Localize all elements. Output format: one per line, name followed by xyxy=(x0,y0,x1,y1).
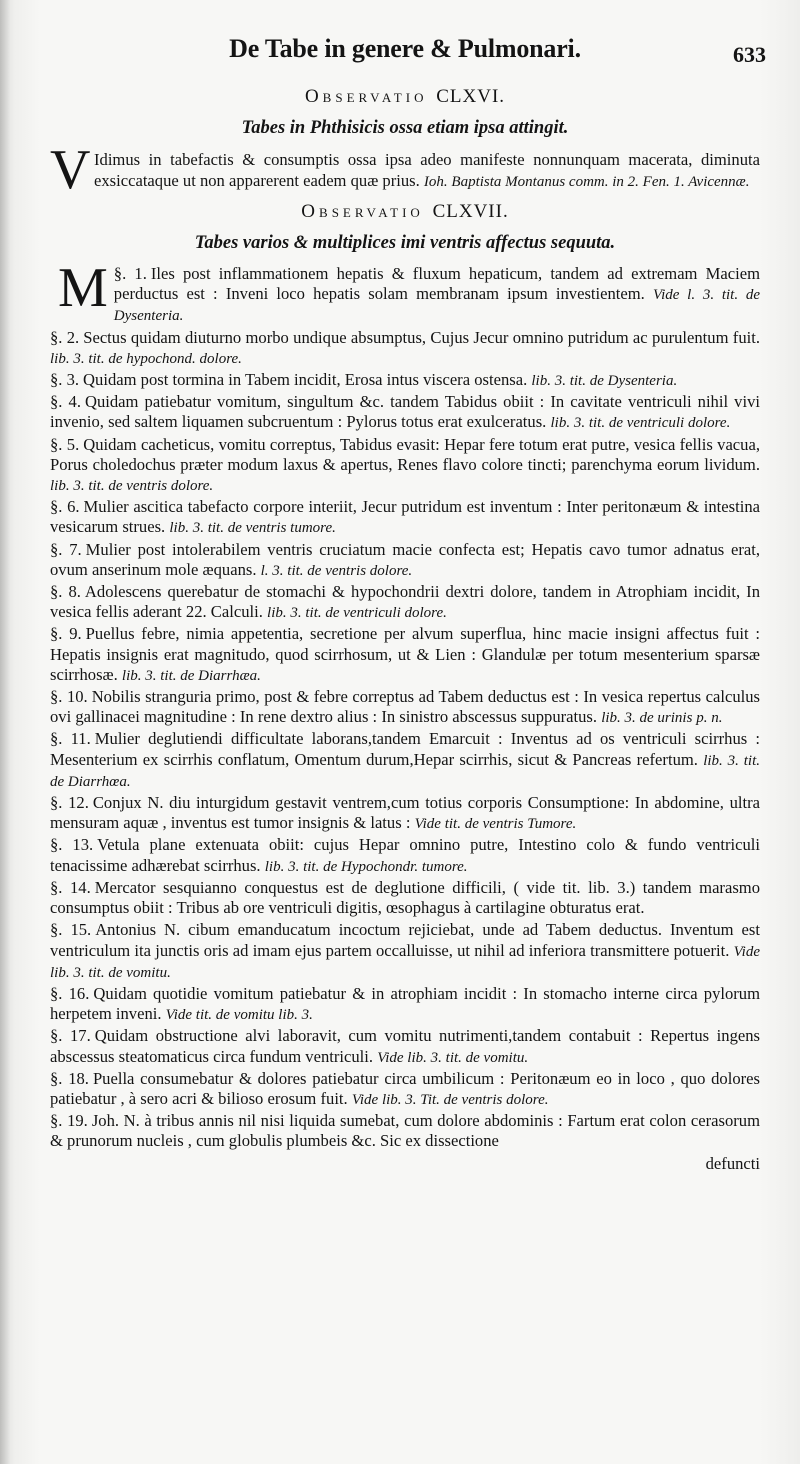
section-reference: lib. 3. de urinis p. n. xyxy=(601,710,723,727)
section-mark: §. 7. xyxy=(50,539,82,559)
observation-subtitle-167: Tabes varios & multiplices imi ventris affectus sequuta. xyxy=(194,233,616,253)
section-text: Joh. N. à tribus annis nil nisi liquida sumebat, cum dolore abdominis : Fartum erat colon cerasorum & prunorum nucleis , cum globulis plumbeis &c. Sic ex dissectione xyxy=(50,1111,760,1151)
section-reference: l. 3. tit. de ventris dolore. xyxy=(260,562,413,579)
section-reference: Vide lib. 3. Tit. de ventris dolore. xyxy=(351,1091,549,1108)
section-mark: §. 2. xyxy=(50,327,80,347)
running-title: De Tabe in genere & Pulmonari. xyxy=(229,34,581,63)
section-mark: §. 16. xyxy=(50,983,90,1003)
section-text: Antonius N. cibum emanducatum incoctum rejiciebat, unde ad Tabem deductus. Inventum est ventriculum ita junctis oris ad imam ejus partem occalluisse, ut nihil ad inferiora transmittere potuerit. xyxy=(50,920,760,960)
observation-body: Idimus in tabefactis & consumptis ossa ipsa adeo manifeste nonnunquam macerata, diminuta exsiccataque ut non apparerent eadem quæ prius. xyxy=(94,150,760,190)
section-mark: §. 10. xyxy=(50,687,88,707)
section-reference: lib. 3. tit. de Dysenteria. xyxy=(531,373,678,390)
observation-subtitle-166: Tabes in Phthisicis ossa etiam ipsa attingit. xyxy=(241,118,569,138)
catchword: defuncti xyxy=(705,1153,760,1173)
observation-number: CLXVII. xyxy=(432,201,509,222)
section-8 xyxy=(50,582,760,623)
section-mark: §. 13. xyxy=(50,835,94,855)
section-reference: lib. 3. tit. de hypochond. dolore. xyxy=(50,350,242,367)
section-15 xyxy=(50,920,760,983)
section-mark: §. 18. xyxy=(50,1068,89,1088)
drop-cap: V xyxy=(50,139,91,201)
section-19 xyxy=(50,1111,760,1152)
section-text: Mulier ascitica tabefacto corpore interiit, Jecur putridum est inventum : Inter peritonæum & intestina vesicarum strues. xyxy=(50,497,760,537)
section-mark: §. 9. xyxy=(50,624,82,644)
section-mark: §. 8. xyxy=(50,582,81,602)
page-number: 633 xyxy=(733,42,766,67)
section-mark: §. 14. xyxy=(50,877,91,897)
section-text: Adolescens querebatur de stomachi & hypochondrii dextri dolore, tandem in Atrophiam incidit, In vesica fellis aderant 22. Calculi. xyxy=(50,582,760,622)
section-reference: lib. 3. tit. de ventris tumore. xyxy=(169,520,336,537)
section-mark: §. 11. xyxy=(50,729,91,749)
section-text: Quidam obstructione alvi laboravit, cum vomitu nutrimenti,tandem contabuit : Repertus ingens abscessus steatomaticus circa fundum ventriculi. xyxy=(50,1026,760,1066)
observation-number: CLXVI. xyxy=(436,86,506,107)
observation-label: Observatio xyxy=(301,201,424,222)
drop-cap: M xyxy=(58,257,108,319)
section-mark: §. 6. xyxy=(50,497,80,517)
section-text: Iles post inflammationem hepatis & fluxum hepaticum, tandem ad extremam Maciem perductus est : Inveni loco hepatis solam membranam ipsum investientem. xyxy=(113,264,760,304)
section-reference: Vide tit. de vomitu lib. 3. xyxy=(165,1007,313,1024)
gutter-shadow xyxy=(0,0,10,1464)
section-reference: lib. 3. tit. de Diarrhœa. xyxy=(50,752,760,790)
section-text: Mulier post intolerabilem ventris cruciatum macie confecta est; Hepatis cavo tumor adnatus erat, ovum anserinum mole æquans. xyxy=(50,539,760,579)
section-reference: Vide lib. 3. tit. de vomitu. xyxy=(377,1049,529,1066)
section-text: Quidam patiebatur vomitum, singultum &c. tandem Tabidus obiit : In cavitate ventriculi nihil vivi invenio, sed saltem liquamen subcruentum : Pylorus totus erat exulceratus. xyxy=(50,392,760,432)
observation-heading-167 xyxy=(50,201,760,223)
section-2 xyxy=(50,328,760,369)
section-11 xyxy=(50,729,760,792)
section-mark: §. 3. xyxy=(50,370,80,390)
section-mark: §. 15. xyxy=(50,920,92,940)
section-mark: §. 5. xyxy=(50,434,80,454)
observation-text-166 xyxy=(50,139,760,201)
section-5 xyxy=(50,435,760,497)
section-7 xyxy=(50,540,760,581)
observation-label: Observatio xyxy=(304,86,428,107)
section-mark: §. 1. xyxy=(113,264,147,283)
section-text: Quidam cacheticus, vomitu correptus, Tabidus evasit: Hepar fere totum erat putre, vesica fellis vacua, Porus choledochus præter modum laxus & apertus, Renes flavo colore tincti; parenchyma eorum lividum. xyxy=(50,434,760,474)
observation-heading-166 xyxy=(50,86,760,108)
section-mark: §. 12. xyxy=(50,793,89,813)
section-mark: §. 19. xyxy=(50,1111,88,1131)
section-reference: lib. 3. tit. de ventriculi dolore. xyxy=(267,605,447,622)
section-9 xyxy=(50,624,760,686)
section-17 xyxy=(50,1026,760,1067)
section-reference: Vide lib. 3. tit. de vomitu. xyxy=(50,943,760,981)
reference: Ioh. Baptista Montanus comm. in 2. Fen. 1. Avicennæ. xyxy=(423,174,750,190)
section-13 xyxy=(50,835,760,876)
section-4 xyxy=(50,392,760,433)
section-text: Conjux N. diu inturgidum gestavit ventrem,cum totius corporis Consumptione: In abdomine, ultra mensuram aquæ , inventus est tumor insignis & latus : xyxy=(50,793,760,833)
section-text: Quidam post tormina in Tabem incidit, Erosa intus viscera ostensa. xyxy=(83,370,528,390)
section-reference: lib. 3. tit. de ventris dolore. xyxy=(50,478,214,495)
section-3 xyxy=(50,370,760,391)
section-text: Quidam quotidie vomitum patiebatur & in atrophiam incidit : In stomacho interne circa pylorum herpetem inveni. xyxy=(50,983,761,1024)
section-6 xyxy=(50,497,760,538)
section-10 xyxy=(50,687,760,728)
section-text: Puella consumebatur & dolores patiebatur circa umbilicum : Peritonæum eo in loco , quo dolores patiebatur , à sero acri & bilioso erosum fuit. xyxy=(50,1068,760,1108)
section-1 xyxy=(50,257,761,327)
section-reference: Vide l. 3. tit. de Dysenteria. xyxy=(113,287,761,325)
section-list xyxy=(50,257,761,1174)
section-reference: Vide tit. de ventris Tumore. xyxy=(414,816,577,833)
section-mark: §. 4. xyxy=(50,392,81,412)
section-text: Mulier deglutiendi difficultate laborans,tandem Emarcuit : Inventus ad os ventriculi scirrhus : Mesenterium ex scirrhis conflatum, Omentum durum,Hepar scirrhis, sicut & Pancreas refertum. xyxy=(50,729,760,769)
section-text: Nobilis stranguria primo, post & febre correptus ad Tabem deductus est : In vesica repertus calculus ovi gallinacei magnitudine : In rene dextro alius : In sinistro abscessus suppuratus. xyxy=(50,687,761,727)
section-14 xyxy=(50,878,760,919)
section-16 xyxy=(50,984,760,1025)
section-18 xyxy=(50,1069,760,1110)
section-reference: lib. 3. tit. de Hypochondr. tumore. xyxy=(264,858,468,875)
section-12 xyxy=(50,793,760,834)
section-text: Sectus quidam diuturno morbo undique absumptus, Cujus Jecur omnino putridum ac purulentum fuit. xyxy=(83,327,760,347)
section-reference: lib. 3. tit. de Diarrhæa. xyxy=(121,667,261,684)
section-reference: lib. 3. tit. de ventriculi dolore. xyxy=(550,415,731,432)
page-header xyxy=(50,28,766,72)
section-mark: §. 17. xyxy=(50,1026,91,1046)
section-text: Mercator sesquianno conquestus est de deglutione difficili, ( vide tit. lib. 3.) tandem marasmo consumptus obiit : Tribus ab ore ventriculi digitis, œsophagus à cartilagine obturatus erat. xyxy=(50,877,760,918)
section-text: Puellus febre, nimia appetentia, secretione per alvum superflua, hinc macie insigni affectus fuit : Hepatis insignis erat magnitudo, quod scirrhosum, ut & Lien : Glandulæ per totum mesenterium sparsæ scirrhosæ. xyxy=(50,624,760,684)
section-text: Vetula plane extenuata obiit: cujus Hepar omnino putre, Intestino colo & fundo ventriculi tenacissime adhærebat scirrhus. xyxy=(50,835,760,875)
